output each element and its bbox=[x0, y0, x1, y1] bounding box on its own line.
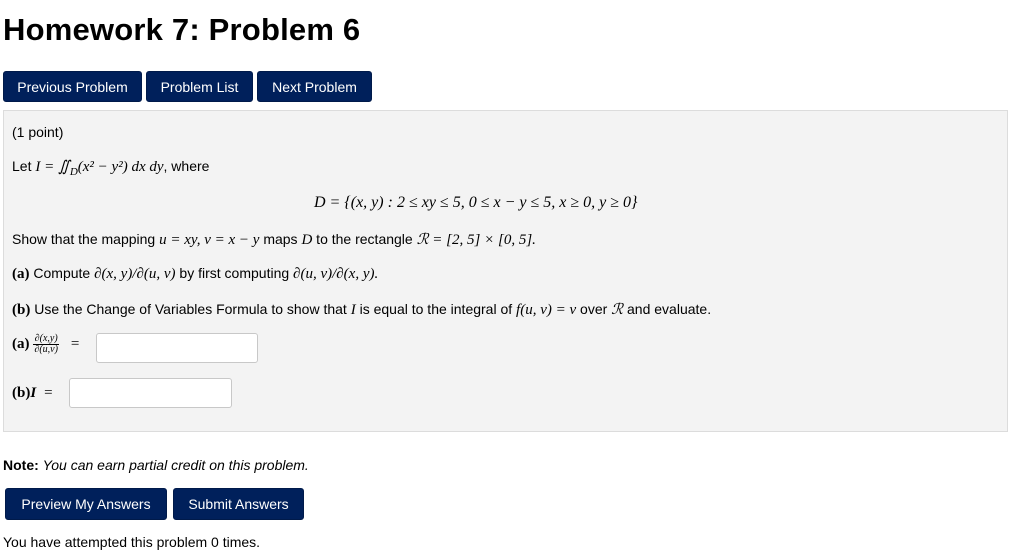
answer-b-equals: = bbox=[44, 385, 53, 401]
attempts-status: You have attempted this problem 0 times. bbox=[3, 534, 261, 550]
part-b-text2: is equal to the integral of bbox=[355, 301, 517, 317]
let-prefix: Let bbox=[12, 158, 36, 174]
part-b-function: f(u, v) = v bbox=[516, 302, 577, 318]
mapping-math: u = xy, v = x − y bbox=[159, 232, 260, 248]
part-a-text1: Compute bbox=[29, 265, 95, 281]
integrand: (x² − y²) dx dy bbox=[77, 159, 164, 175]
show-mid: maps bbox=[259, 231, 302, 247]
show-mid2: to the rectangle bbox=[312, 231, 417, 247]
domain-definition: D = {(x, y) : 2 ≤ xy ≤ 5, 0 ≤ x − y ≤ 5, x ≥ 0, y ≥ 0} bbox=[314, 194, 638, 211]
answer-a-denominator: ∂(u,v) bbox=[34, 344, 58, 355]
part-a-label: (a) bbox=[12, 266, 30, 282]
integral-region: D bbox=[69, 165, 78, 178]
problem-panel bbox=[3, 110, 1008, 432]
integral-definition bbox=[12, 157, 209, 178]
part-a-jacobian: ∂(u, v)/∂(x, y). bbox=[293, 266, 379, 282]
preview-answers-button[interactable]: Preview My Answers bbox=[5, 488, 167, 520]
answer-b-variable: I bbox=[30, 385, 37, 401]
show-prefix: Show that the mapping bbox=[12, 231, 160, 247]
answer-a-input[interactable] bbox=[96, 333, 258, 363]
point-value: (1 point) bbox=[12, 124, 64, 140]
answer-a-fraction bbox=[33, 334, 59, 355]
submit-answers-button[interactable]: Submit Answers bbox=[173, 488, 304, 520]
answer-actions bbox=[5, 488, 304, 520]
answer-b-input[interactable] bbox=[69, 378, 232, 408]
answer-b-row bbox=[12, 384, 53, 402]
part-b-integral-symbol: I bbox=[350, 302, 356, 318]
answer-b-label: (b) bbox=[12, 385, 31, 401]
note-label: Note: bbox=[3, 457, 39, 473]
part-b-label: (b) bbox=[12, 302, 31, 318]
part-b-text4: and evaluate. bbox=[623, 301, 712, 317]
answer-a-row bbox=[12, 334, 79, 355]
part-b-text3: over bbox=[576, 301, 612, 317]
integral-expression: I = ∬ bbox=[35, 159, 70, 175]
answer-a-numerator: ∂(x,y) bbox=[34, 333, 58, 344]
problem-nav bbox=[3, 71, 372, 102]
part-b-text1: Use the Change of Variables Formula to show that bbox=[30, 301, 351, 317]
problem-list-button[interactable]: Problem List bbox=[146, 71, 253, 102]
part-a-jacobian-inverse: ∂(x, y)/∂(u, v) bbox=[94, 266, 176, 282]
page-title: Homework 7: Problem 6 bbox=[3, 12, 361, 47]
part-a-text2: by first computing bbox=[175, 265, 294, 281]
next-problem-button[interactable]: Next Problem bbox=[257, 71, 372, 102]
part-b-statement bbox=[12, 300, 711, 319]
note-text: You can earn partial credit on this problem. bbox=[42, 457, 309, 473]
answer-a-equals: = bbox=[70, 336, 80, 352]
where-text: , where bbox=[163, 158, 210, 174]
part-a-statement bbox=[12, 265, 378, 283]
previous-problem-button[interactable]: Previous Problem bbox=[3, 71, 142, 102]
rectangle-math: ℛ = [2, 5] × [0, 5]. bbox=[416, 232, 536, 248]
answer-a-label: (a) bbox=[12, 336, 30, 352]
mapping-statement bbox=[12, 230, 536, 249]
part-b-region: ℛ bbox=[611, 302, 624, 318]
domain-symbol: D bbox=[301, 232, 313, 248]
partial-credit-note bbox=[3, 457, 309, 473]
